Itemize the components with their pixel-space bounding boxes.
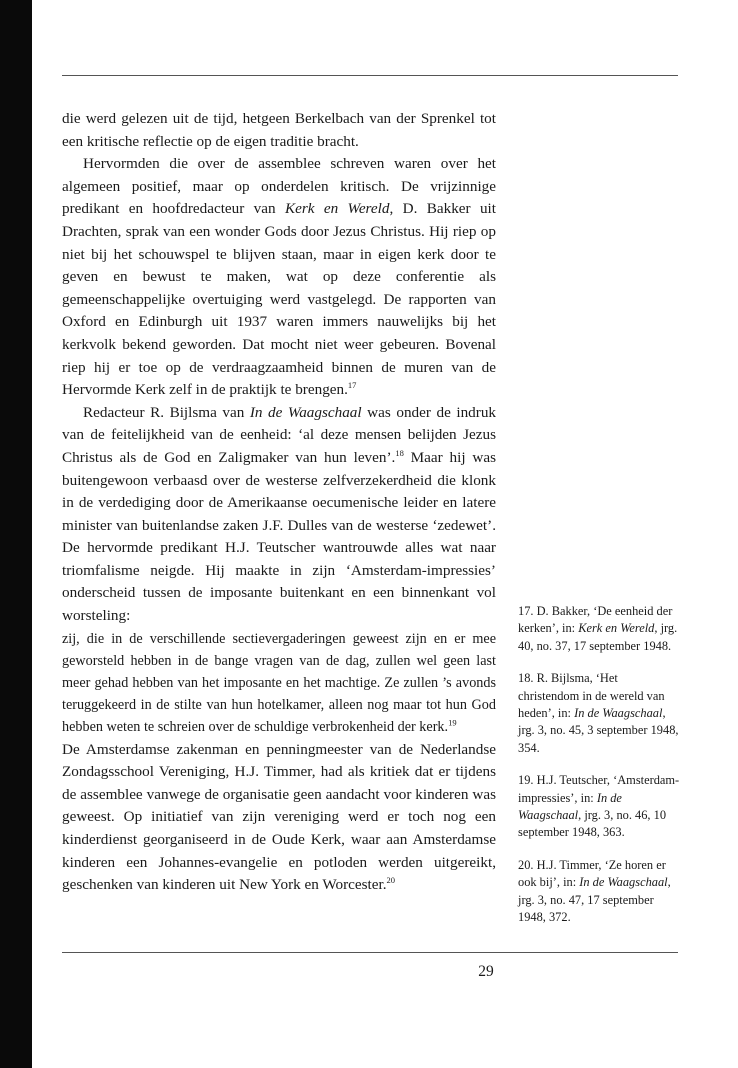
book-spine-edge	[0, 0, 32, 1068]
header-rule	[62, 75, 678, 76]
paragraph-2-text-a: Hervormden die over de assemblee schreven waren over het algemeen positief, maar op onderdelen kritisch. De vrijzinnige predikant en hoofdredacteur van	[62, 155, 496, 218]
footnote-19-text-b: , jrg. 3, no. 46, 10 september 1948, 363.	[518, 808, 667, 840]
footnote-17-title: Kerk en Wereld	[578, 621, 655, 636]
footnote-17	[518, 603, 680, 655]
footnote-17-text-b: , jrg. 40, no. 37, 17 september 1948.	[518, 621, 678, 653]
paragraph-3-text-b: was onder de indruk van de feitelijkheid van de eenheid: ‘al deze mensen belijden Jezus Christus als de God en Zaligmaker van hun leven’.	[62, 403, 497, 466]
footnote-18-text-a: 18. R. Bijlsma, ‘Het christendom in de wereld van heden’, in:	[518, 671, 665, 721]
footnote-ref-20: 20	[386, 875, 396, 886]
paragraph-2-text-b: , D. Bakker uit Drachten, sprak van een wonder Gods door Jezus Christus. Hij riep op niet bij het schouwspel te blijven staan, maar in eigen kerk door te geven en bewust te maken, wat op deze conferentie als gemeenschappelijke overtuiging werd vastgelegd. De rapporten van Oxford en Edinburgh uit 1937 waren immers nauwelijks bij het kerkvolk bekend geworden. Dat mocht niet weer gebeuren. Bovenal riep hij er toe op de verdraagzaamheid binnen de muren van de Hervormde Kerk zelf in de praktijk te brengen.	[62, 200, 496, 399]
footer-rule	[62, 952, 678, 953]
block-quote	[62, 628, 496, 739]
body-text	[62, 108, 496, 897]
paragraph-4-text: De Amsterdamse zakenman en penningmeester van de Nederlandse Zondagsschool Vereniging, H.J. Timmer, had als kritiek dat er tijdens de assemblee vanwege de organisatie geen aandacht voor kinderen was geweest. Op initiatief van zijn vereniging werd er toch nog een kinderdienst georganiseerd in de Oude Kerk, waar aan Amsterdamse kinderen een Johannes-evangelie en potloden werden uitgereikt, geschenken van kinderen uit New York en Worcester.	[62, 740, 496, 894]
footnote-20-title: In de Waagschaal	[579, 875, 668, 890]
block-quote-text: zij, die in de verschillende sectievergaderingen geweest zijn en er mee geworsteld hebben in de bange vragen van de dag, zullen wel geen last meer gehad hebben van het imposante en het machtige. Ze zullen ’s avonds teruggekeerd in de stilte van hun hotelkamer, alleen nog maar tot hun God hebben weten te schreien over de schuldige verbrokenheid der kerk.	[62, 630, 496, 736]
footnote-20	[518, 857, 680, 927]
page-number: 29	[478, 963, 494, 980]
paragraph-2	[62, 153, 496, 402]
title-kerk-en-wereld: Kerk en Wereld	[284, 200, 390, 218]
footnotes-column	[518, 603, 680, 942]
footnote-19-title: In de Waagschaal	[518, 790, 622, 823]
paragraph-1: die werd gelezen uit de tijd, hetgeen Berkelbach van der Sprenkel tot een kritische reflectie op de eigen traditie bracht.	[62, 110, 496, 150]
footnote-ref-18: 18	[395, 447, 404, 458]
footnote-17-text-a: 17. D. Bakker, ‘De eenheid der kerken’, in:	[518, 604, 673, 636]
footnote-20-text-b: , jrg. 3, no. 47, 17 september 1948, 372.	[518, 875, 671, 925]
paragraph-4	[62, 739, 496, 897]
title-in-de-waagschaal: In de Waagschaal	[249, 403, 362, 421]
footnote-ref-17: 17	[347, 380, 357, 391]
paragraph-3	[62, 402, 496, 628]
footnote-18-title: In de Waagschaal	[574, 706, 663, 721]
footnote-19-text-a: 19. H.J. Teutscher, ‘Amsterdam-impressies’, in:	[518, 773, 680, 805]
paragraph-3-text-a: Redacteur R. Bijlsma van	[83, 403, 250, 421]
footnote-20-text-a: 20. H.J. Timmer, ‘Ze horen er ook bij’, in:	[518, 857, 666, 890]
footnote-19	[518, 772, 680, 842]
footnote-18-text-b: , jrg. 3, no. 45, 3 september 1948, 354.	[518, 706, 679, 755]
footnote-18	[518, 670, 680, 757]
paragraph-3-text-c: Maar hij was buitengewoon verbaasd over de westerse zelfverzekerdheid die klonk in de verdediging door de Amerikaanse oecumenische leider en latere minister van buitenlandse zaken J.F. Dulles van de westerse ‘zedewet’. De hervormde predikant H.J. Teutscher wantrouwde alles wat naar triomfalisme neigde. Hij maakte in zijn ‘Amsterdam-impressies’ onderscheid tussen de imposante buitenkant en een binnenkant vol worsteling:	[62, 448, 496, 625]
footnote-ref-19: 19	[448, 717, 457, 728]
